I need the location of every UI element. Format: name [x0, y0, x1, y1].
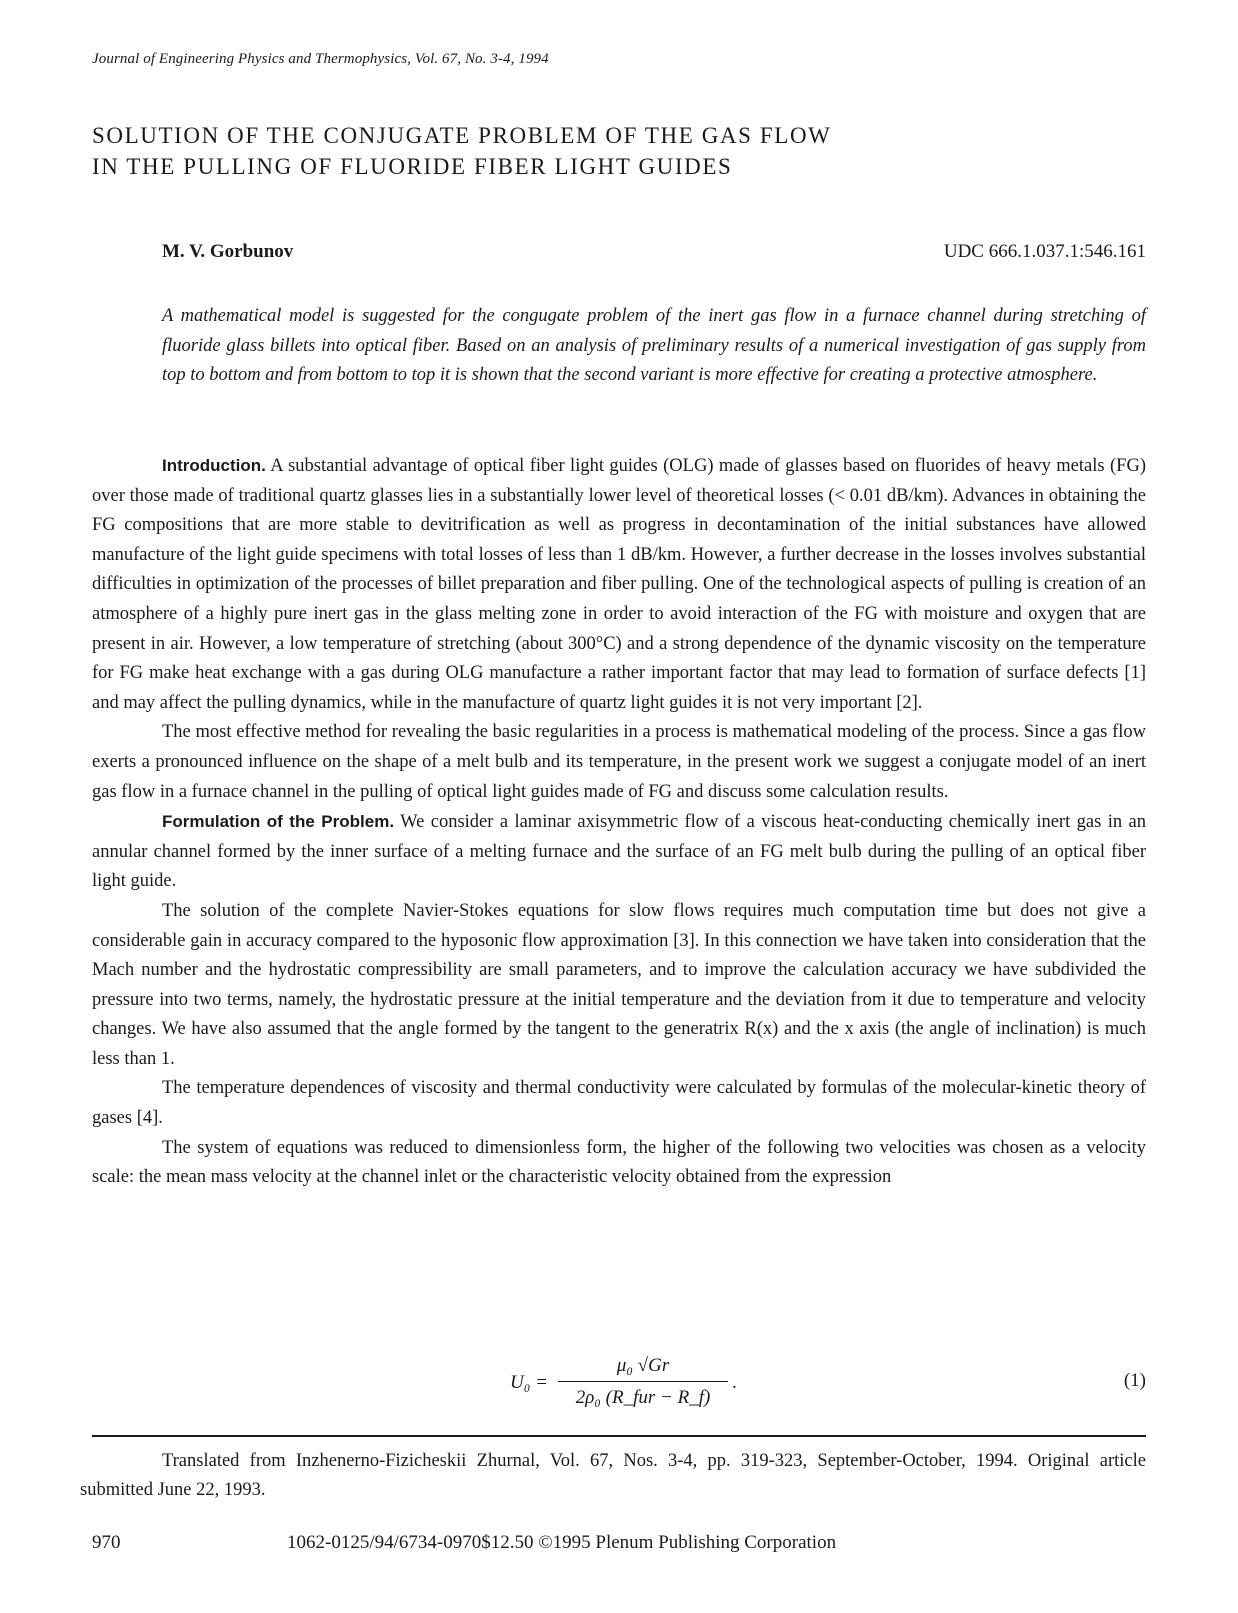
journal-citation: Journal of Engineering Physics and Thermophysics, Vol. 67, No. 3-4, 1994 [92, 51, 549, 67]
paragraph-4: The solution of the complete Navier-Stokes equations for slow flows requires much computation time but does not give a considerable gain in accuracy compared to the hyposonic flow approximation [3]. In this connection we have taken into consideration that the Mach number and the hydrostatic compressibility are small parameters, and to improve the calculation accuracy we have subdivided the pressure into two terms, namely, the hydrostatic pressure at the initial temperature and the deviation from it due to temperature and velocity changes. We have also assumed that the angle formed by the tangent to the generatrix R(x) and the x axis (the angle of inclination) is much less than 1. [92, 900, 1146, 1069]
author-name: M. V. Gorbunov [162, 241, 294, 262]
equation-1 [510, 1352, 770, 1412]
equation-denominator: 2ρ₀ (R_fur − R_f) [575, 1387, 711, 1408]
equation-number: (1) [1123, 1370, 1146, 1391]
equation-fraction [558, 1352, 728, 1412]
page-number: 970 [92, 1532, 121, 1553]
intro-heading: Introduction. [162, 456, 266, 475]
udc-code: UDC 666.1.037.1:546.161 [943, 241, 1146, 262]
intro-paragraph [92, 451, 1146, 718]
footnote-divider [92, 1435, 1146, 1437]
paragraph-6: The system of equations was reduced to dimensionless form, the higher of the following two velocities was chosen as a velocity scale: the mean mass velocity at the channel inlet or the characteristic velocity obtained from the expression [92, 1137, 1146, 1188]
equation-end: . [732, 1372, 737, 1393]
intro-text: A substantial advantage of optical fiber light guides (OLG) made of glasses based on fluorides of heavy metals (FG) over those made of traditional quartz glasses lies in a substantially lower level of theoretical losses (< 0.01 dB/km). Advances in obtaining the FG compositions that are more stable to devitrification as well as progress in decontamination of the initial substances have allowed manufacture of the light guide specimens with total losses of less than 1 dB/km. However, a further decrease in the losses involves substantial difficulties in optimization of the processes of billet preparation and fiber pulling. One of the technological aspects of pulling is creation of an atmosphere of a highly pure inert gas in the glass melting zone in order to avoid interaction of the FG with moisture and oxygen that are present in air. However, a low temperature of stretching (about 300°C) and a strong dependence of the dynamic viscosity on the temperature for FG make heat exchange with a gas during OLG manufacture a rather important factor that may lead to formation of surface defects [1] and may affect the pulling dynamics, while in the manufacture of quartz light guides it is not very important [2]. [92, 456, 1146, 713]
formulation-text: We consider a laminar axisymmetric flow of a viscous heat-conducting chemically inert gas in an annular channel formed by the inner surface of a melting furnace and the surface of an FG melt bulb during the pulling of an optical fiber light guide. [92, 812, 1146, 892]
copyright-line: 1062-0125/94/6734-0970$12.50 ©1995 Plenum Publishing Corporation [287, 1532, 837, 1553]
formulation-heading: Formulation of the Problem. [162, 812, 395, 832]
abstract: A mathematical model is suggested for the congugate problem of the inert gas flow in a furnace channel during stretching of fluoride glass billets into optical fiber. Based on an analysis of preliminary results of a numerical investigation of gas supply from top to bottom and from bottom to top it is shown that the second variant is more effective for creating a protective atmosphere. [162, 306, 1146, 385]
paragraph-2: The most effective method for revealing the basic regularities in a process is mathematical modeling of the process. Since a gas flow exerts a pronounced influence on the shape of a melt bulb and its temperature, in the present work we suggest a conjugate model of an inert gas flow in a furnace channel in the pulling of optical light guides made of FG and discuss some calculation results. [92, 722, 1146, 802]
equation-numerator: μ₀ √Gr [616, 1355, 670, 1376]
paragraph-5: The temperature dependences of viscosity and thermal conductivity were calculated by formulas of the molecular-kinetic theory of gases [4]. [92, 1078, 1146, 1129]
fraction-bar [558, 1381, 728, 1382]
article-body [92, 451, 1146, 1193]
equation-lhs: U₀ = [510, 1372, 548, 1393]
translation-note: Translated from Inzhenerno-Fizicheskii Zhurnal, Vol. 67, Nos. 3-4, pp. 319-323, September-October, 1994. Original article submitted June 22, 1993. [80, 1451, 1146, 1500]
article-title: SOLUTION OF THE CONJUGATE PROBLEM OF THE GAS FLOW IN THE PULLING OF FLUORIDE FIBER LIGHT GUIDES [92, 123, 832, 179]
formulation-paragraph [92, 807, 1146, 897]
